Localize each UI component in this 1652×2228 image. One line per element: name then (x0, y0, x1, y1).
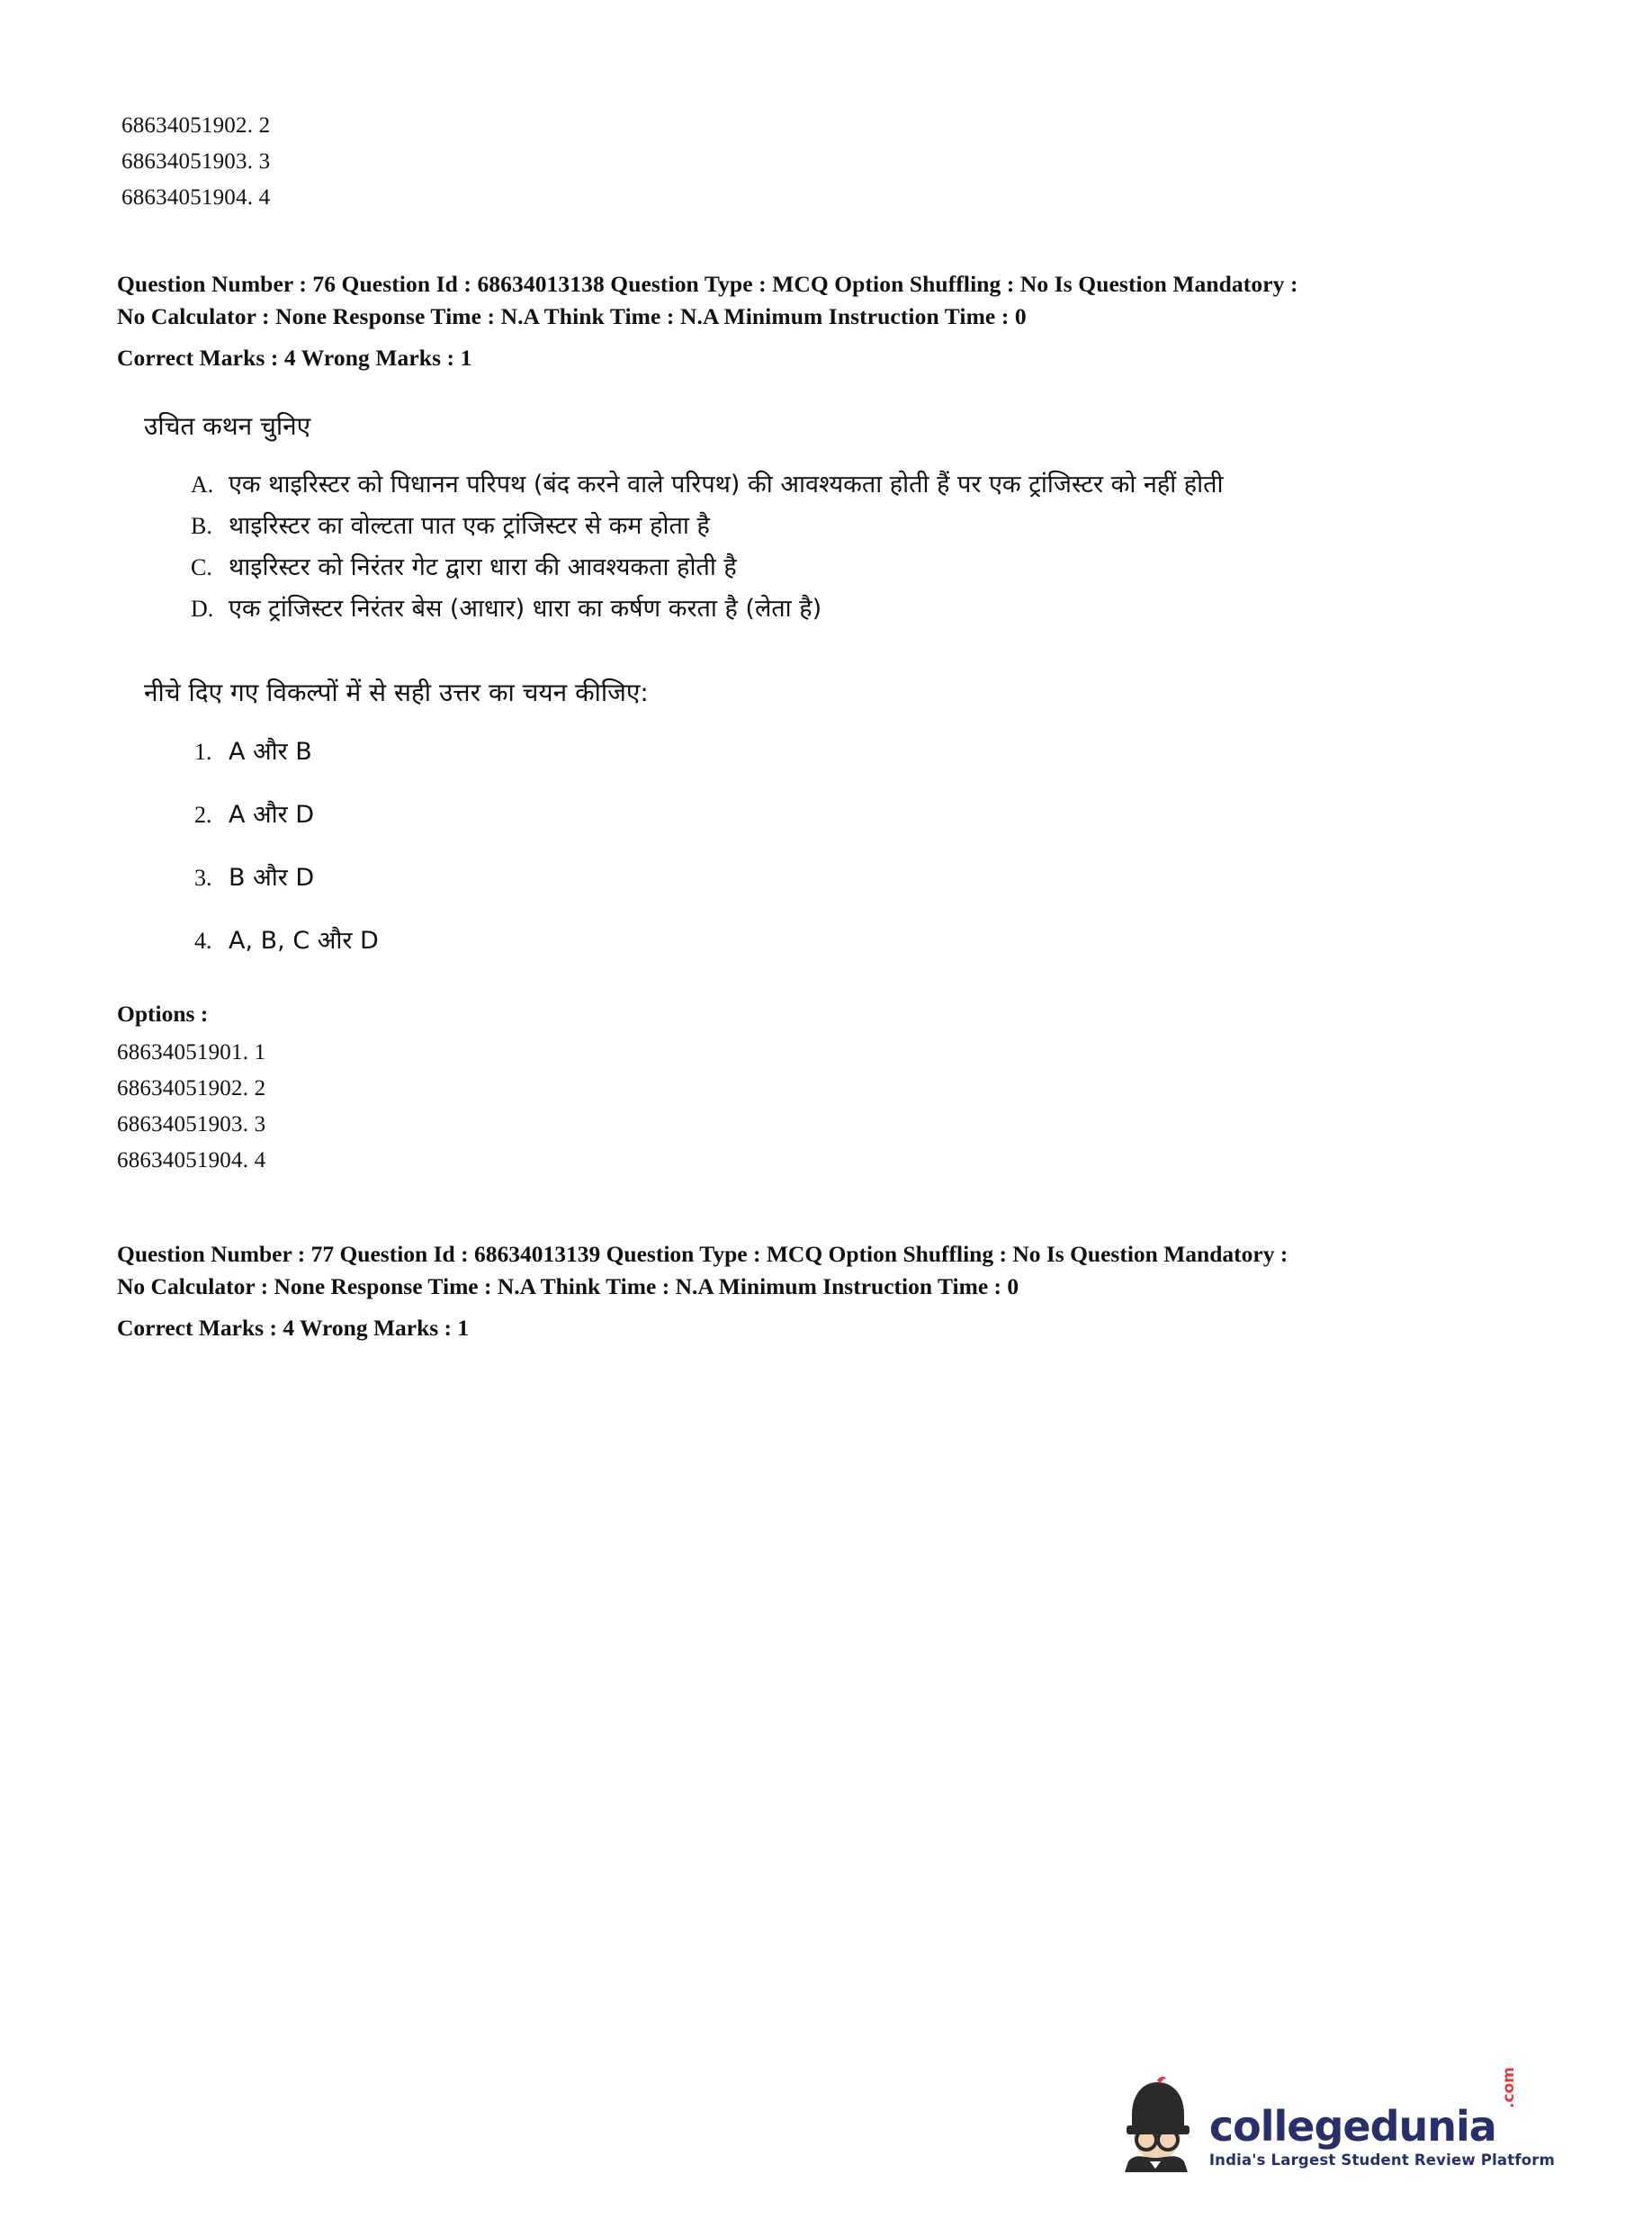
collegedunia-watermark (1114, 2067, 1555, 2172)
statement-label: D. (191, 596, 214, 622)
statement-label: A. (191, 472, 214, 498)
question-76-meta-line-1: Question Number : 76 Question Id : 68634013138 Question Type : MCQ Option Shuffling : No Is Question Mandatory : (117, 271, 1298, 297)
option-line: 68634051903. 3 (117, 1112, 266, 1136)
statement-item (191, 466, 1535, 504)
question-76-choice-list (194, 734, 1535, 959)
mascot-icon (1114, 2075, 1197, 2172)
choice-number: 2. (194, 802, 212, 828)
choice-text: A और D (229, 801, 315, 829)
option-line: 68634051902. 2 (117, 1076, 266, 1101)
question-76-marks: Correct Marks : 4 Wrong Marks : 1 (117, 345, 472, 371)
statement-text: थाइरिस्टर को निरंतर गेट द्वारा धारा की आवश्यकता होती है (229, 553, 737, 581)
choice-item[interactable] (194, 923, 1535, 959)
option-line: 68634051904. 4 (117, 1148, 266, 1172)
brand-suffix: .com (1499, 2067, 1518, 2108)
brand-block (1208, 2067, 1555, 2172)
statement-text: एक थाइरिस्टर को पिधानन परिपथ (बंद करने वाले परिपथ) की आवश्यकता होती हैं पर एक ट्रांजिस्टर को नहीं होती (229, 471, 1224, 499)
question-76-metadata (117, 268, 1535, 374)
statement-item (191, 508, 1535, 545)
choice-item[interactable] (194, 734, 1535, 770)
statement-label: C. (191, 554, 212, 580)
choice-number: 3. (194, 865, 212, 891)
question-76-options-list (117, 1035, 1535, 1179)
choice-number: 1. (194, 739, 212, 765)
question-76-body (142, 409, 1535, 959)
question-77-marks: Correct Marks : 4 Wrong Marks : 1 (117, 1315, 470, 1341)
choice-item[interactable] (194, 860, 1535, 896)
option-line: 68634051903. 3 (121, 149, 271, 174)
brand-name-text: collegedunia (1208, 2102, 1496, 2151)
statement-item (191, 590, 1535, 628)
brand-tagline: India's Largest Student Review Platform (1208, 2152, 1555, 2169)
question-76-stem: उचित कथन चुनिए (144, 411, 311, 441)
choice-text: A और B (229, 738, 312, 766)
question-77-metadata (117, 1238, 1535, 1344)
question-76-options-heading: Options : (117, 1001, 209, 1027)
question-77-meta-line-1: Question Number : 77 Question Id : 68634013139 Question Type : MCQ Option Shuffling : No Is Question Mandatory : (117, 1241, 1288, 1267)
choice-number: 4. (194, 928, 212, 954)
previous-question-options (121, 108, 1535, 216)
question-76-sub-instruction: नीचे दिए गए विकल्पों में से सही उत्तर का चयन कीजिए: (144, 678, 649, 707)
question-76-meta-line-2: No Calculator : None Response Time : N.A Think Time : N.A Minimum Instruction Time : 0 (117, 303, 1027, 329)
question-77-meta-line-2: No Calculator : None Response Time : N.A Think Time : N.A Minimum Instruction Time : 0 (117, 1273, 1019, 1299)
choice-text: A, B, C और D (229, 927, 379, 955)
choice-text: B और D (229, 864, 315, 892)
option-line: 68634051902. 2 (121, 113, 271, 138)
choice-item[interactable] (194, 797, 1535, 833)
statement-text: एक ट्रांजिस्टर निरंतर बेस (आधार) धारा का कर्षण करता है (लेता है) (229, 595, 822, 623)
statement-item (191, 549, 1535, 587)
option-line: 68634051904. 4 (121, 185, 271, 210)
statement-text: थाइरिस्टर का वोल्टता पात एक ट्रांजिस्टर से कम होता है (229, 512, 710, 540)
question-76-statement-list (191, 466, 1535, 628)
brand-name (1208, 2067, 1518, 2151)
option-line: 68634051901. 1 (117, 1040, 266, 1065)
statement-label: B. (191, 513, 212, 539)
